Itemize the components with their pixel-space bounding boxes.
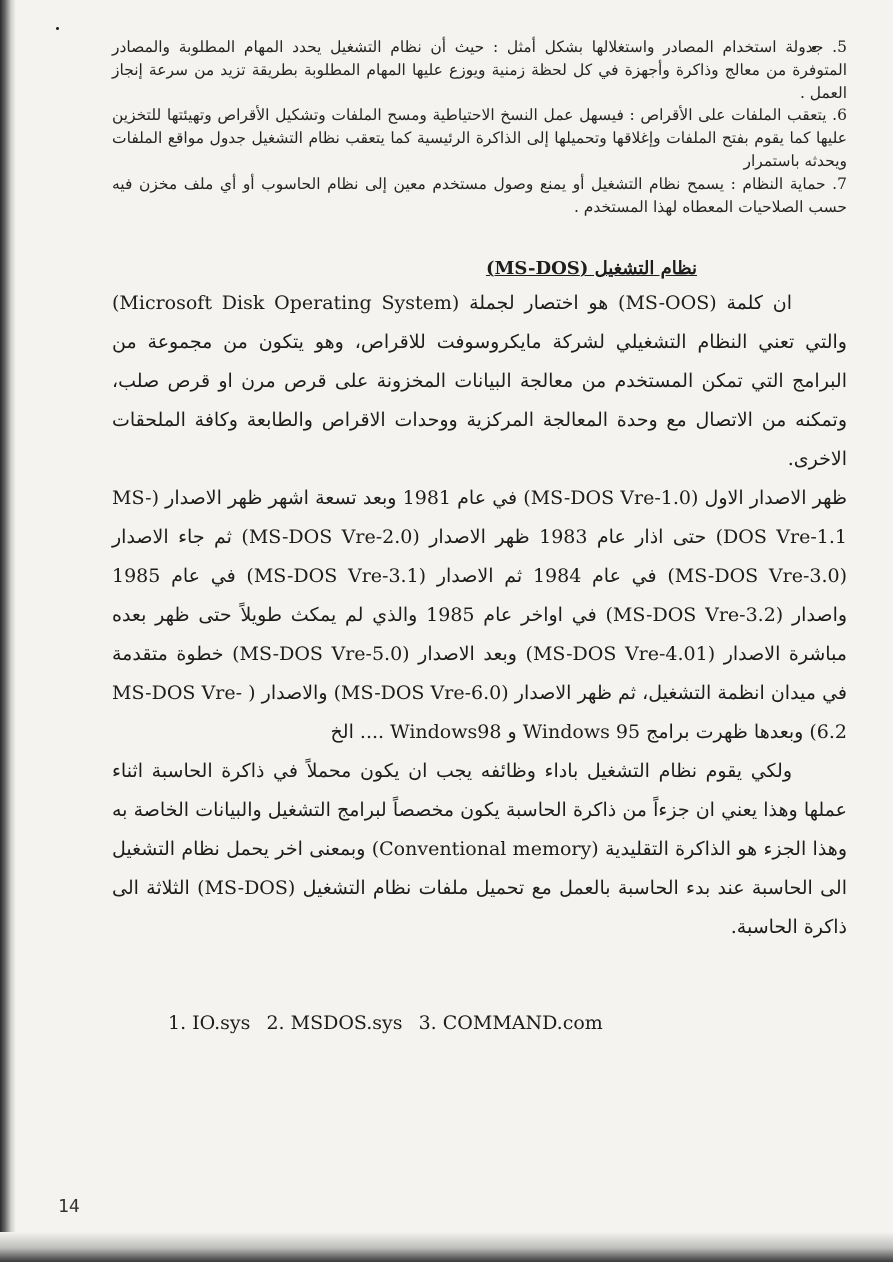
list-item-5: 5. جدولة استخدام المصادر واستغلالها بشكل أمثل : حيث أن نظام التشغيل يحدد المهام المطلوبة والمصادر المتوفرة من معالج وذاكرة وأجهزة في كل لحظة زمنية ويوزع عليها المهام المطلوبة بطريقة تزيد من سرعة إنجاز العمل . [112,38,847,102]
list-item-7: 7. حماية النظام : يسمح نظام التشغيل أو يمنع وصول مستخدم معين إلى نظام الحاسوب أو أي ملف مخزن فيه حسب الصلاحيات المعطاه لهذا المستخدم . [112,174,847,216]
section-body [112,284,847,947]
list-item-6: 6. يتعقب الملفات على الأقراص : فيسهل عمل النسخ الاحتياطية ومسح الملفات وتشكيل الأقراص وتهيئتها للتخزين عليها كما يقوم بفتح الملفات وإغلاقها وتحميلها إلى الذاكرة الرئيسية كما يتعقب نظام التشغيل جدول مواقع الملفات ويحدثه باستمرار [112,106,847,170]
page-number: 14 [58,1196,80,1217]
paragraph-definition: ان كلمة (MS-OOS) هو اختصار لجملة (Microsoft Disk Operating System) والتي تعني النظام التشغيلي لشركة مايكروسوفت للاقراص، وهو يتكون من مجموعة من البرامج التي تمكن المستخدم من معالجة البيانات المخزونة على قرص مرن او قرص صلب، وتمكنه من الاتصال مع وحدة المعالجة المركزية ووحدات الاقراص والطابعة وكافة الملحقات الاخرى. [112,292,847,471]
paragraph-memory: ولكي يقوم نظام التشغيل باداء وظائفه يجب ان يكون محملاً في ذاكرة الحاسبة اثناء عملها وهذا يعني ان جزءاً من ذاكرة الحاسبة يكون مخصصاً لبرامج التشغيل والبيانات الخاصة به وهذا الجزء هو الذاكرة التقليدية (Conventional memory) وبمعنى اخر يحمل نظام التشغيل الى الحاسبة عند بدء الحاسبة بالعمل مع تحميل ملفات نظام التشغيل (MS-DOS) الثلاثة الى ذاكرة الحاسبة. [112,760,847,939]
scan-bottom-edge [0,1232,893,1262]
paragraph-versions: ظهر الاصدار الاول (MS-DOS Vre-1.0) في عام 1981 وبعد تسعة اشهر ظهر الاصدار (MS-DOS Vre-1.1) حتى اذار عام 1983 ظهر الاصدار (MS-DOS Vre-2.0) ثم جاء الاصدار (MS-DOS Vre-3.0) في عام 1984 ثم الاصدار (MS-DOS Vre-3.1) في عام 1985 واصدار (MS-DOS Vre-3.2) في اواخر عام 1985 والذي لم يمكث طويلاً حتى ظهر بعده مباشرة الاصدار (MS-DOS Vre-4.01) وبعد الاصدار (MS-DOS Vre-5.0) خطوة متقدمة في ميدان انظمة التشغيل، ثم ظهر الاصدار (MS-DOS Vre-6.0) والاصدار ( MS-DOS Vre-6.2) وبعدها ظهرت برامج Windows 95 و Windows98 .... الخ [112,487,848,744]
file-msdos-sys: 2. MSDOS.sys [266,1012,403,1034]
section-title: نظام التشغيل (MS-DOS) [485,258,697,280]
document-page [112,36,847,947]
numbered-list [112,36,847,218]
file-io-sys: 1. IO.sys [168,1012,251,1034]
scan-left-edge [0,0,16,1262]
system-files-list [168,1012,613,1034]
scan-speck [56,27,59,30]
file-command-com: 3. COMMAND.com [418,1012,603,1034]
